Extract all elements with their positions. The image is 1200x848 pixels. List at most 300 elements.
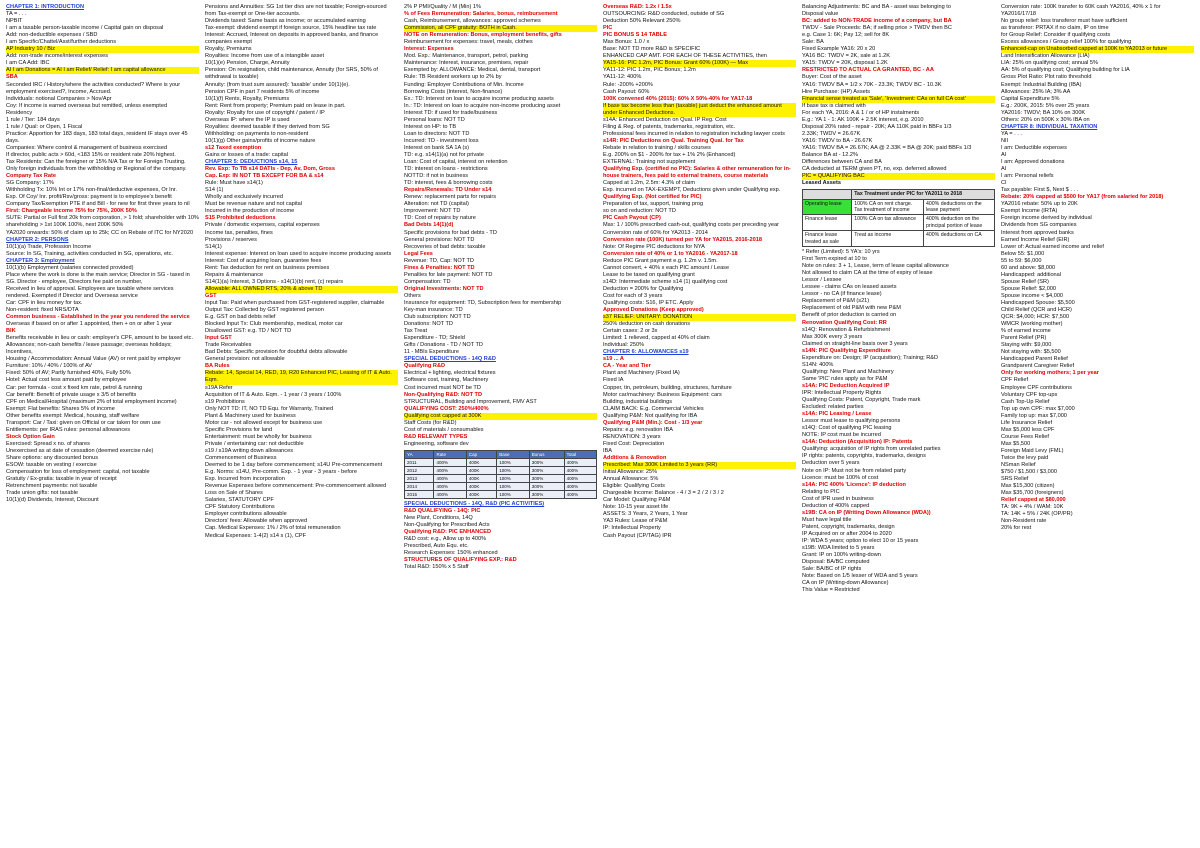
note-line: Rule: TB Resident workers up to 2% by bbox=[404, 74, 502, 81]
rate-table-cell: 300% bbox=[529, 466, 564, 474]
note-line: YA3 Rules: Lease of P&M bbox=[603, 518, 668, 525]
note-line: Incurred in the production of income bbox=[205, 208, 295, 215]
note-line: s19 Prohibitions bbox=[205, 398, 245, 405]
note-line: Interest TD: if used for trade/business bbox=[404, 109, 498, 116]
note-line: Maintenance: Interest, insurance, premises, repair bbox=[404, 60, 529, 67]
note-line: Individuals: notional Companies > Nov/Apr bbox=[6, 95, 112, 102]
note-line: Conversion rate of 40% or 1 to YA2016 - YA2017-18 bbox=[603, 250, 738, 257]
note-line: In.: TD: Interest on loan to acquire non-income producing asset bbox=[404, 102, 561, 109]
note-line: Handicapped Parent Relief bbox=[1001, 356, 1068, 363]
note-line: OUTSOURCING: R&D conducted, outside of SG bbox=[603, 11, 725, 18]
note-line: If director, public acts > 60d, <183 15% or resident rate 20% highest. bbox=[6, 151, 176, 158]
note-line: * Refer (Limited): 5 YA's: 10 yrs bbox=[802, 249, 880, 256]
note-line: Non-Qualifying for Prescribed Acts bbox=[404, 522, 490, 529]
note-line: Research Expenses: 150% enhanced bbox=[404, 550, 498, 557]
note-line: Earned Income Relief (EIR) bbox=[1001, 236, 1070, 243]
note-line: 1 rule / Qual: or Open, 1 Fiscal bbox=[6, 123, 83, 130]
note-line: s14A: PIC Leasing / Lease bbox=[802, 411, 872, 418]
note-line: YA2016: TWDV; BA 10% on 300K bbox=[1001, 109, 1086, 116]
section-heading: SPECIAL DEDUCTIONS - 14Q, R&D (PIC ACTIVITIES) bbox=[404, 500, 545, 507]
note-line: Sale: BA/BC of IP rights bbox=[802, 566, 862, 573]
note-line: E.g. Norms: s14U, Pre-comm. Exp. - 1 year - 3 years - before bbox=[205, 469, 358, 476]
note-line: Chargeable Income: Balance - 4 / 3 = 2 / 2 / 3 / 2 bbox=[603, 490, 724, 497]
note-line: Transport: Car / Taxi: given on Official or car taken for own use bbox=[6, 419, 161, 426]
note-line: CPF Relief bbox=[1001, 377, 1029, 384]
note-line: Exercised: Spread x no. of shares bbox=[6, 440, 90, 447]
note-line: Retrenchment payments: not taxable bbox=[6, 483, 98, 490]
column-4 bbox=[603, 4, 796, 844]
note-line: 2% P PMI/Quality / M (Min) 1% bbox=[404, 4, 481, 10]
note-line: Commencement of Business bbox=[205, 455, 277, 461]
note-line: Gratuity / Ex-gratia: taxable in year of receipt bbox=[6, 476, 117, 483]
note-line: Seconded IRC / History/where the activities conducted? Where is your employment exercised?, Income, Accrued. bbox=[6, 81, 181, 95]
note-line: 10(1)(g) Other gains/profits of income nature bbox=[205, 137, 316, 144]
note-line: Course Fees Relief bbox=[1001, 433, 1049, 440]
note-line: s19B: WDA limited to 5 years bbox=[802, 545, 875, 552]
note-line: Note: Based on 1/5 lesser of WDA and 5 years bbox=[802, 573, 918, 580]
note-line: R&D QUALIFYING - 14Q: PIC bbox=[404, 508, 481, 514]
note-line: Land Intensification Allowance (LIA) bbox=[1001, 53, 1090, 60]
note-line: Parent Relief (PR) bbox=[1001, 335, 1047, 342]
note-line: YA11-12: PIC 1.2m, PIC Bonus; 1.2m bbox=[603, 67, 696, 74]
note-line: Balance BA at - 12.2% bbox=[802, 151, 858, 158]
note-line: Overseas IP: where the IP is used bbox=[205, 116, 290, 123]
rate-table-header-cell: Bonus bbox=[529, 450, 564, 458]
note-line: Only for working mothers; 1 per year bbox=[1001, 370, 1099, 377]
note-line: Spouse Relief: $2,000 bbox=[1001, 285, 1057, 292]
note-line: Max $5,000 less CPF bbox=[1001, 426, 1055, 433]
note-line: Interest on HP: to TB bbox=[404, 123, 457, 130]
note-line: Repairs & maintenance bbox=[205, 271, 264, 278]
note-line: 250% deduction on cash donations bbox=[603, 321, 691, 328]
note-line: Disposal: BA/BC computed bbox=[802, 559, 870, 566]
note-line: Cost of IPR used in business bbox=[802, 495, 874, 502]
note-line: Deduction = 200% for Qualifying bbox=[603, 285, 684, 292]
note-line: Exempt: Flat benefits: Shares 5% of income bbox=[6, 405, 115, 412]
note-line: Rent: Rent from property; Premium paid on lease in part. bbox=[205, 102, 346, 109]
section-heading: CHAPTER 6: ALLOWANCES s19 bbox=[603, 349, 689, 356]
rate-table-cell: 400% bbox=[564, 466, 596, 474]
note-line: Private / entertaining car: not deductible bbox=[205, 440, 304, 447]
note-line: Qualifying cost capped at 300K bbox=[404, 413, 597, 420]
note-line: Interest: Cost of acquiring loan, guarantee fees bbox=[205, 257, 322, 264]
note-line: Unexercised as at date of cessation (deemed exercise rule) bbox=[6, 447, 154, 454]
note-line: Reimbursement for expenses: travel, meals, clothes bbox=[404, 39, 533, 46]
note-line: If base tax become less than (taxable) just deduct the enhanced amount under Enhanced Deductions. bbox=[603, 103, 796, 117]
note-line: Private / domestic expenses, capital expenses bbox=[205, 222, 320, 229]
note-line: Dividends taxed: Same basis as income; or accumulated earning bbox=[205, 18, 366, 25]
note-line: Deduction of 400% capped bbox=[802, 502, 870, 509]
note-line: Blocked Input Tx: Club membership, medical, motor car bbox=[205, 321, 343, 328]
note-line: Capped at 1.2m, 2.5m: 4.3% of claim bbox=[603, 180, 696, 187]
note-line: Fines & Penalties: NOT TD bbox=[404, 264, 475, 271]
rate-table-cell: 400% bbox=[434, 482, 466, 490]
note-line: Royalties: deemed taxable if they derived from SG bbox=[205, 123, 330, 130]
note-line: Electrical + lighting, electrical fixtures bbox=[404, 370, 496, 377]
rate-table-cell: 2015 bbox=[405, 490, 434, 498]
note-line: Legal Fees bbox=[404, 250, 433, 257]
note-line: Others: 20% on 500K x 30% IBA on bbox=[1001, 116, 1090, 123]
note-line: so on and reduction: NOT TD bbox=[603, 208, 676, 215]
note-line: Stock Option Gain bbox=[6, 433, 55, 440]
note-line: Practice: Apportion for 183 days, 183 total days, resident IF stays over 45 days. bbox=[6, 130, 188, 144]
column-6 bbox=[1001, 4, 1194, 844]
note-line: Only foreign individuals from the withholding or Regional of the company. bbox=[6, 166, 187, 173]
note-line: Interest: Accrued, Interest on deposits in approved banks, and finance companies exempt bbox=[205, 32, 379, 46]
note-line: I am Specific/Chattel/Asst/further deductions bbox=[6, 39, 117, 46]
note-line: Licence: must be 100% of cost bbox=[802, 474, 879, 481]
section-heading: CHAPTER 3: Employment bbox=[6, 257, 75, 264]
note-line: Twice the levy paid bbox=[1001, 455, 1049, 461]
note-line: AI bbox=[1001, 166, 1007, 173]
note-line: I am: Deductible expenses bbox=[1001, 144, 1067, 151]
note-line: AP Industry 10 / Biz bbox=[6, 46, 199, 53]
note-line: Residency bbox=[6, 109, 33, 116]
note-line: Specific provisions for bad debts - TD bbox=[404, 229, 497, 236]
note-line: Cash Payout (CP/TAG) IPR bbox=[603, 532, 672, 539]
note-line: TD: interest on loans - restrictions bbox=[404, 166, 488, 173]
rate-table-cell: 2011 bbox=[405, 458, 434, 466]
lease-table-title: Leased Assets bbox=[802, 180, 841, 187]
note-line: Cash, Reimbursement, allowances: approved schemes bbox=[404, 18, 541, 25]
note-line: 55 to 59: $6,000 bbox=[1001, 257, 1042, 264]
note-line: Expenditure on: Design; IP (acquisition); Training; R&D bbox=[802, 354, 939, 361]
note-line: Capital Expenditure 5% bbox=[1001, 95, 1060, 102]
note-line: s19A Refer bbox=[205, 384, 233, 391]
rate-table-cell: 300% bbox=[529, 490, 564, 498]
rate-table-cell: 100% bbox=[497, 482, 529, 490]
rate-table-cell: 400K bbox=[466, 458, 496, 466]
note-line: STRUCTURAL, Building and Improvement, FMV AST bbox=[404, 398, 537, 405]
note-line: Compensation for loss of employment: capital, not taxable bbox=[6, 469, 150, 476]
note-line: Non-resident: fixed NRS/DTA bbox=[6, 307, 79, 314]
note-line: Cost of materials / consumables bbox=[404, 426, 484, 433]
note-line: Cannot convert, + 40% x each PIC amount / Lease bbox=[603, 264, 730, 271]
note-line: Car Model: Qualifying P&M bbox=[603, 497, 671, 504]
note-line: Housing / Accommodation: Annual Value (AV) or rent paid by employer bbox=[6, 356, 181, 363]
note-line: Cap. Medical Expenses: 1% / 2% of total remuneration bbox=[205, 525, 341, 532]
rate-table-cell: 300% bbox=[529, 482, 564, 490]
note-line: Renew: replacement parts for repairs bbox=[404, 194, 497, 201]
lease-table-row bbox=[803, 215, 995, 231]
note-line: Loan: Cost of capital, interest on retention bbox=[404, 159, 508, 166]
note-line: Exp. incurred on TAX-EXEMPT, Deductions given under Qualifying exp. bbox=[603, 187, 781, 194]
note-line: Insurance for equipment: TD, Subscription fees for membership bbox=[404, 299, 562, 306]
note-line: Gross Plot Ratio: Plot ratio threshold bbox=[1001, 74, 1092, 81]
note-line: CI bbox=[1001, 180, 1007, 187]
note-line: Rebate in relation to training / skills courses bbox=[603, 144, 711, 151]
note-line: Eligible: Qualifying Costs bbox=[603, 483, 665, 490]
note-line: Company Tax/Exemption PTE if and Bill - for new for first three years to nil bbox=[6, 201, 190, 208]
note-line: Qualifying: acquisition of IP rights from unrelated parties bbox=[802, 446, 941, 453]
note-line: Rebate: 20% capped at $500 for YA17 (from salaried for 2018) bbox=[1001, 194, 1164, 201]
note-line: Fixed Cost: Depreciation bbox=[603, 440, 665, 447]
rate-table-cell: 400% bbox=[434, 474, 466, 482]
note-line: YA2016 rebate: 50% up to 20K bbox=[1001, 201, 1078, 208]
note-line: AI I am Donations = AI I am Relief/ Relief: I am capital allowance bbox=[6, 67, 199, 74]
note-line: Cost for each of 3 years bbox=[603, 292, 663, 299]
note-line: STRUCTURES OF QUALIFYING EXP.: R&D bbox=[404, 557, 517, 564]
note-line: PIC Cash Payout (CP) bbox=[603, 215, 661, 222]
note-line: IP: Intellectual Property bbox=[603, 525, 661, 532]
note-line: Cost incurred must NOT be TD bbox=[404, 384, 481, 391]
note-line: CLAIM BACK: E.g. Commercial Vehicles bbox=[603, 405, 704, 412]
note-line: New Plant, Conditions, 14Q bbox=[404, 515, 473, 522]
note-line: Fixed: 50% of AV; Partly furnished 40%, Fully 50% bbox=[6, 370, 131, 377]
rate-table-cell: 100% bbox=[497, 490, 529, 498]
rate-table-cell: 300% bbox=[529, 474, 564, 482]
note-line: Compensation: TD bbox=[404, 278, 451, 285]
note-line: Incurred: TD - investment loss bbox=[404, 137, 479, 144]
note-line: Key-man insurance: TD bbox=[404, 307, 463, 314]
note-line: Output Tax: Collected by GST registered person bbox=[205, 307, 324, 314]
note-line: TA = . . . bbox=[6, 11, 27, 18]
lease-table bbox=[802, 189, 995, 247]
rate-table bbox=[404, 450, 597, 499]
section-heading: SPECIAL DEDUCTIONS - 14Q R&D bbox=[404, 356, 496, 363]
note-line: Hotel: Actual cost less amount paid by employee bbox=[6, 377, 127, 384]
rate-table-cell: 2012 bbox=[405, 466, 434, 474]
lease-table-cell: 400% deductions on the lease payment bbox=[924, 199, 995, 215]
note-line: Conversion rate of 60% for YA2013 - 2014 bbox=[603, 229, 708, 236]
note-line: Non-Resident rate bbox=[1001, 518, 1047, 525]
note-line: Repairs: e.g. renovation IBA bbox=[603, 426, 673, 433]
rate-table-cell: 400% bbox=[564, 458, 596, 466]
note-line: Share options: any discounted bonus bbox=[6, 455, 99, 461]
note-line: Max: 1 / 100% prescribed cash-out, qualifying costs per preceding year bbox=[603, 222, 779, 229]
section-heading: CHAPTER 2: PERSONS bbox=[6, 236, 69, 243]
note-line: Relating to PIC bbox=[802, 488, 840, 495]
note-line: s14N: PIC Qualifying Expenditure bbox=[802, 347, 891, 354]
note-line: Prescribed: Max 300K Limited to 3 years (RR) bbox=[603, 462, 796, 469]
note-line: Directors' fees: Allowable when approved bbox=[205, 518, 308, 525]
lease-table-header-cell: Tax Treatment under PIC for YA2011 to 2018 bbox=[852, 190, 995, 199]
note-line: Pension CPF in part 7 residents 5% of income bbox=[205, 88, 320, 95]
section-heading: CHAPTER 1: INTRODUCTION bbox=[6, 4, 85, 10]
note-line: Not staying with: $5,500 bbox=[1001, 349, 1061, 356]
note-line: CA deducted at TERM given PT, no, exp. deferred allowed bbox=[802, 166, 947, 173]
note-line: YA16: TWDV BA = 1/2 x 70K - 23.3K; TWDV BC - 10.3K bbox=[802, 81, 942, 88]
note-line: YA2020 onwards: 50% of claim up to 25k; CC on Rebate of ITC for NY2020 bbox=[6, 229, 194, 236]
note-line: IP Acquired on or after 2004 to 2020 bbox=[802, 530, 892, 537]
rate-table-cell: 400% bbox=[434, 466, 466, 474]
note-line: Excluded: related parties bbox=[802, 404, 864, 411]
note-line: Enhanced-cap on Unabsorbed capped at 100K to YA2013 or future bbox=[1001, 46, 1194, 53]
note-line: 10(1)(b) Employment (salaries connected provided) bbox=[6, 264, 134, 271]
note-line: Lessee - claims CAs on leased assets bbox=[802, 284, 897, 291]
note-line: s37 RELIEF: UNITARY: DONATION bbox=[603, 314, 796, 321]
note-line: s12 Taxed exemption bbox=[205, 144, 262, 151]
note-line: Disposal 20% rated - repair - 20K; AA 110K paid in BBFs 1/3 bbox=[802, 123, 952, 130]
note-line: Excess allowances / Group relief 100% for qualifying bbox=[1001, 39, 1132, 46]
note-line: Loan to directors: NOT TD bbox=[404, 130, 470, 137]
note-line: BC: added to NON-TRADE income of a company, but BA bbox=[802, 18, 952, 25]
note-line: Software cost, training, Machinery bbox=[404, 377, 489, 384]
note-line: Initial Allowance: 25% bbox=[603, 469, 658, 476]
note-line: Mod. Exp.: Maintenance, transport, petrol, parking bbox=[404, 53, 529, 60]
note-line: Allowances: 25% IA; 3% AA bbox=[1001, 88, 1071, 95]
note-line: TD: e.g. s14(1)(a) not for private bbox=[404, 151, 484, 158]
note-line: CPF Statutory Contributions bbox=[205, 504, 275, 511]
note-line: Funding: Employer Contributions of Min. Income bbox=[404, 81, 524, 88]
note-line: Lessor / Lessee bbox=[802, 277, 842, 284]
note-line: Tax-exempt: dividend exempt if foreign source, 15% headline tax rate bbox=[205, 25, 377, 32]
note-line: Lessor - no CA (if finance lease) bbox=[802, 291, 882, 298]
note-line: S15 Prohibited deductions bbox=[205, 215, 276, 222]
note-line: 10(1)(d) Dividends, Interest, Discount bbox=[6, 497, 99, 504]
note-line: Car benefit: Benefit of private usage x 3/5 of benefits bbox=[6, 391, 137, 398]
note-line: Cash Payout: 60% bbox=[603, 88, 650, 95]
note-line: for Group Relief: Consider if qualifying costs bbox=[1001, 32, 1111, 39]
note-line: Life Insurance Relief bbox=[1001, 419, 1052, 426]
note-line: Bad Debts: Specific provision for doubtful debts allowable bbox=[205, 349, 348, 356]
note-line: Individual: 250% bbox=[603, 342, 645, 349]
note-line: Lower of: Actual earned income and relief bbox=[1001, 243, 1104, 250]
note-line: Rule: -200% +200% bbox=[603, 81, 653, 88]
note-line: Fixed IA bbox=[603, 377, 624, 384]
note-line: Same 'PIC' rules apply as for P&M bbox=[802, 375, 888, 382]
note-line: Dividends from SG companies bbox=[1001, 222, 1077, 229]
rate-table-cell: 2013 bbox=[405, 474, 434, 482]
note-line: Salaries, STATUTORY CPF bbox=[205, 497, 274, 504]
note-line: NOTE on Remuneration: Bonus, employment benefits, gifts bbox=[404, 32, 562, 39]
note-line: Provisions / reserves bbox=[205, 236, 257, 243]
note-line: Note on rules: 3 + 1, Lease, term of lease capital allowance bbox=[802, 263, 949, 270]
note-line: Additions & Renovation bbox=[603, 455, 667, 461]
note-line: Income tax, penalties, fines bbox=[205, 229, 273, 236]
note-line: Conversion rate: 100K transfer to 60K cash YA2016, 40% x 1 for YA2016/17/18 bbox=[1001, 4, 1161, 18]
note-line: YA15: TWDV = 20K, disposal 1.2K bbox=[802, 60, 888, 67]
note-line: BIK bbox=[6, 328, 16, 335]
column-5 bbox=[802, 4, 995, 844]
note-line: PIC bbox=[603, 25, 613, 32]
note-line: Overseas if based on or after 1 appointed, then + on or after 1 year bbox=[6, 321, 172, 328]
note-line: s19B: CA on IP (Writing Down Allowance (WDA)) bbox=[802, 509, 931, 516]
note-line: AA: 5% of qualifying cost; Qualifying building for LIA bbox=[1001, 67, 1130, 74]
rate-table-row bbox=[405, 482, 597, 490]
note-line: Place where the work is done is the main service; Director in SG - taxed in SG. Director - employee, Directors fee paid on number, bbox=[6, 271, 190, 285]
note-line: Deduction 50% Relevant 250% bbox=[603, 18, 681, 25]
note-line: Approved Donations (Keep approved) bbox=[603, 307, 704, 314]
note-line: s14A: PIC 400% 'Licence': IP deduction bbox=[802, 481, 906, 488]
note-line: NOTE: IP cost must be incurred bbox=[802, 432, 881, 439]
note-line: Add: non-trade income/interest expenses bbox=[6, 53, 108, 60]
note-line: Plant & Machinery used for business bbox=[205, 412, 296, 419]
note-line: General provisions: NOT TD bbox=[404, 236, 475, 243]
rate-table-row bbox=[405, 474, 597, 482]
note-line: GST bbox=[205, 292, 217, 299]
note-line: Pensions and Annuities: SG 1st tier divs are not taxable; Foreign-sourced from Tax-exempt or One-tier accounts. bbox=[205, 4, 387, 18]
note-line: This Value = Restricted bbox=[802, 587, 860, 594]
rate-table-row bbox=[405, 458, 597, 466]
note-line: Exp. Of Coy/ Inr. profit/Rsv/gross: payment is to employee's benefit bbox=[6, 194, 172, 201]
note-line: Qualifying Exp. (certified no PIC): Salaries & other remuneration for in-house trainers, fees paid to external trainers, course materials bbox=[603, 166, 791, 180]
note-line: Specific Provisions for land bbox=[205, 426, 273, 433]
note-line: I am a taxable person-taxable income / Capital gain on disposal bbox=[6, 25, 164, 32]
note-line: $750 / $1,500 / $3,000 bbox=[1001, 469, 1057, 476]
note-line: Max $35,700 (foreigners) bbox=[1001, 490, 1064, 497]
note-line: Base: NOT TD more R&D is SPECIFIC bbox=[603, 46, 701, 53]
note-line: TA: 9K + 4% / WAM: 10K bbox=[1001, 504, 1064, 511]
note-line: e.g. Case 1: 6K; Pay 12; sell for 8K bbox=[802, 32, 890, 39]
column-2 bbox=[205, 4, 398, 844]
note-line: Furniture: 10% / 40% / 100% of AV bbox=[6, 363, 93, 370]
note-line: S14N: 400% bbox=[802, 361, 834, 368]
note-line: 1 rule / Tier: 184 days bbox=[6, 116, 60, 123]
note-line: Common business - Established in the year you rendered the service bbox=[6, 314, 190, 321]
note-line: Filing & Reg. of patents, trademarks, registration, etc. bbox=[603, 123, 736, 130]
note-line: Qualifying R&D: PIC ENHANCED bbox=[404, 529, 492, 536]
note-line: Disposal value bbox=[802, 11, 839, 18]
note-line: Companies: Where control & management of business exercised bbox=[6, 144, 168, 151]
note-line: s14A: Enhanced Deduction on Qual. IP Reg. Cost bbox=[603, 116, 727, 123]
note-line: Received in lieu of approval. Employees are taxable where services rendered. Exempted if Director and Overseas service bbox=[6, 285, 174, 299]
lease-table-cell: Treat as income bbox=[852, 231, 924, 247]
note-line: Interest on bank SA 1A (s) bbox=[404, 144, 469, 151]
note-line: Club subscription: NOT TD bbox=[404, 314, 471, 321]
note-line: Qualifying Exp. (Not certified for PIC) bbox=[603, 194, 702, 201]
lease-table-cell: 100% CA on tax allowance bbox=[852, 215, 924, 231]
note-line: Other benefits exempt: Medical, housing, staff welfare bbox=[6, 412, 140, 419]
note-line: Not allowed to claim CA at the time of expiry of lease bbox=[802, 270, 933, 277]
note-line: Sale: BA bbox=[802, 39, 824, 46]
note-line: Renovation Qualifying Cost: RR bbox=[802, 319, 887, 326]
note-line: Donations: NOT TD bbox=[404, 321, 453, 328]
note-line: Annual Allowance: 5% bbox=[603, 476, 659, 483]
note-line: E.g. 200% on $1 - 200% for tax + 1% 2% (Enhanced) bbox=[603, 151, 736, 158]
note-line: RENOVATION: 3 years bbox=[603, 433, 661, 440]
note-line: as transferor: PRTAX if no claim, IP on time bbox=[1001, 25, 1109, 32]
note-line: S14 (1) bbox=[205, 187, 224, 194]
note-line: TA: 14K + 5% / 24K (OP/PR) bbox=[1001, 511, 1073, 518]
note-line: Expenditure - TD; Shield bbox=[404, 335, 465, 342]
note-line: Note: Of Regime PIC deductions for NYA bbox=[603, 243, 705, 250]
note-line: Gains or losses of a trade: capital bbox=[205, 151, 289, 158]
note-line: Spouse income < $4,000 bbox=[1001, 292, 1064, 299]
lease-table-row bbox=[803, 199, 995, 215]
note-line: Deemed to be 1 day before commencement; s14U Pre-commencement bbox=[205, 462, 383, 469]
note-line: Commission, all CPF gratuity: BOTH in Cash. bbox=[404, 25, 597, 32]
note-line: No group relief: loss transferor must have sufficient bbox=[1001, 18, 1128, 25]
note-line: 10(1)(a) Trade, Profession Income bbox=[6, 243, 92, 250]
note-line: s19 / s19A writing down allowances bbox=[205, 447, 293, 454]
note-line: Conversion rate (100K) turned per YA for YA2015, 2016-2018 bbox=[603, 236, 762, 243]
note-line: s14D: Intermediate scheme s14 (1) qualifying cost bbox=[603, 278, 728, 285]
note-line: Interest expense: Interest on loan used to acquire income producing assets bbox=[205, 250, 392, 257]
note-line: Exempt Income (IRTA) bbox=[1001, 208, 1058, 215]
note-line: CA on IP (Writing-down Allowance) bbox=[802, 580, 889, 587]
note-line: Handicapped Spouse: $5,500 bbox=[1001, 299, 1075, 306]
note-line: EXTERNAL: Training not supplement bbox=[603, 159, 696, 166]
section-heading: CHAPTER 5: DEDUCTIONS s14, 15 bbox=[205, 159, 298, 166]
column-3 bbox=[404, 4, 597, 844]
note-line: Hire Purchase: (HP) Assets bbox=[802, 88, 871, 95]
note-line: ENHANCED CAP AMT. FOR EACH OF THESE ACTIVITIES, then bbox=[603, 53, 767, 60]
note-line: Penalties for late payment: NOT TD bbox=[404, 271, 493, 278]
rate-table-cell: 400K bbox=[466, 490, 496, 498]
note-line: Add: non-deductible expenses / SBD bbox=[6, 32, 98, 39]
note-line: s14Q: Cost of qualifying PIC leasing bbox=[802, 425, 892, 432]
note-line: Prescribed, Auto Equ. etc. bbox=[404, 543, 469, 550]
rate-table-cell: 100% bbox=[497, 466, 529, 474]
note-line: Revenue Expenses before commencement: Pre-commencement allowed bbox=[205, 483, 387, 490]
rate-table-cell: 400% bbox=[434, 458, 466, 466]
note-line: Original Investments: NOT TD bbox=[404, 285, 484, 292]
note-line: YA16: TWDV BA = 26.67K; AA @ 2.33K = BA @ 20K; paid BBFs 1/3 bbox=[802, 144, 972, 151]
note-line: Motor car/machinery: Business Equipment: cars bbox=[603, 391, 722, 398]
note-line: Exempted by: ALLOWANCE: Medical, dental, transport bbox=[404, 67, 541, 74]
note-line: Note: 10-15 year asset life bbox=[603, 504, 669, 511]
